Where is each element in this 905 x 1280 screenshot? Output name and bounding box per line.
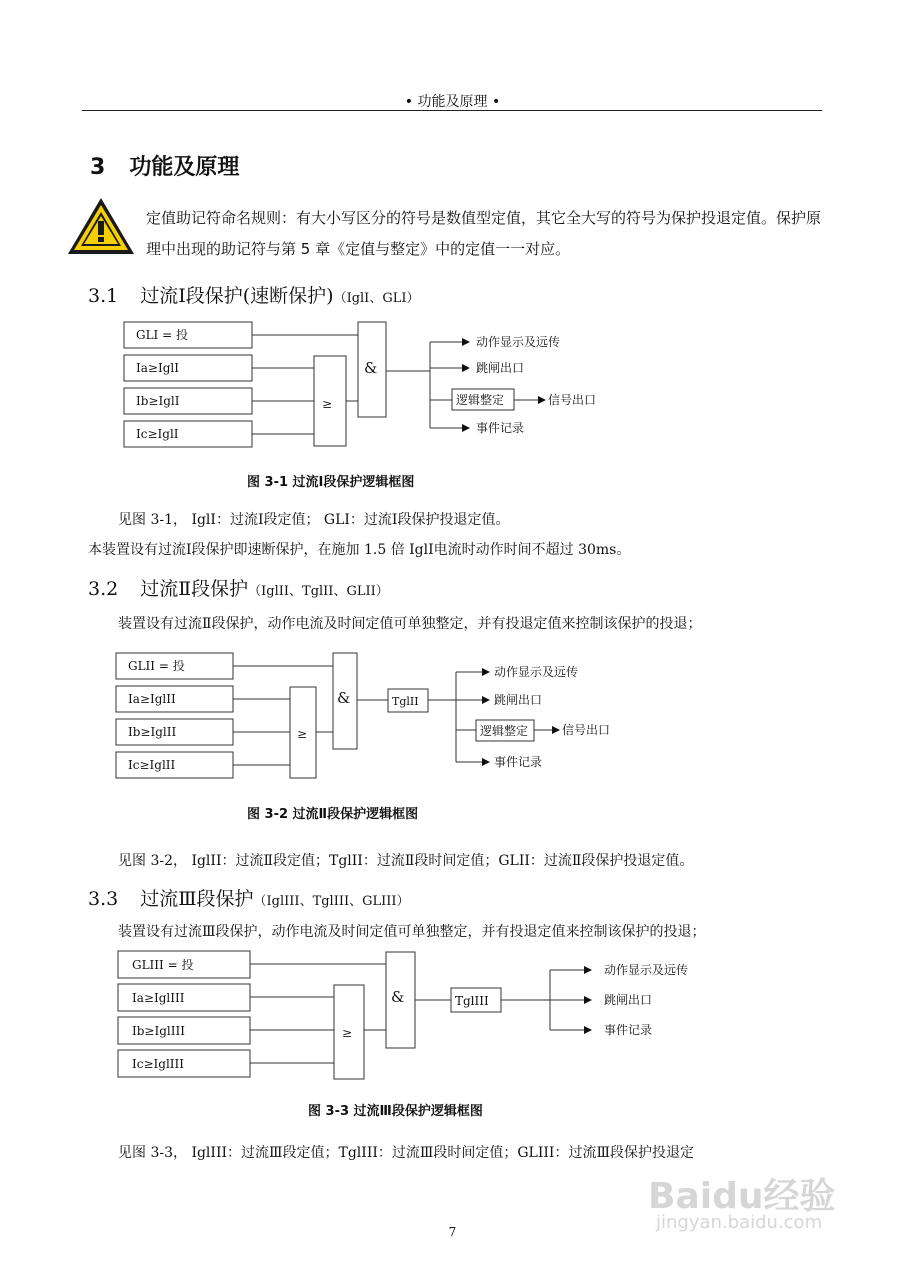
output-label-trip: 跳闸出口 (604, 993, 653, 1007)
section-intro: 装置设有过流Ⅲ段保护，动作电流及时间定值可单独整定，并有投退定值来控制该保护的投退； (118, 924, 706, 940)
input-label-ic: Ic≥IglI (136, 427, 179, 441)
output-label-event: 事件记录 (494, 755, 543, 769)
output-label-signal: 信号出口 (562, 723, 611, 737)
running-header: • 功能及原理 • (404, 94, 501, 110)
output-label-trip: 跳闸出口 (494, 693, 543, 707)
section-title: 过流Ⅱ段保护 (140, 578, 249, 600)
ge-symbol: ≥ (342, 1026, 353, 1040)
paragraph: 见图 3-2， IglII：过流Ⅱ段定值；TglII：过流Ⅱ段时间定值；GLII：过流Ⅱ段保护投退定值。 (118, 853, 694, 869)
input-label-ia: Ia≥IglI (136, 361, 179, 375)
input-label-ic: Ic≥IglII (128, 758, 176, 772)
paragraph: 见图 3-1， IglI：过流Ⅰ段定值； GLI：过流Ⅰ段保护投退定值。 (118, 512, 510, 528)
section-heading-3-3 (88, 884, 410, 911)
output-label-display: 动作显示及远传 (494, 665, 579, 679)
paragraph: 本装置设有过流Ⅰ段保护即速断保护，在施加 1.5 倍 IglⅠ电流时动作时间不超过 30ms。 (88, 542, 631, 558)
input-label-ib: Ib≥IglI (136, 394, 180, 408)
input-label-ib: Ib≥IglII (128, 725, 177, 739)
section-number: 3.1 (88, 285, 119, 307)
ge-symbol: ≥ (322, 397, 333, 411)
output-label-event: 事件记录 (604, 1023, 653, 1037)
output-label-display: 动作显示及远传 (476, 335, 561, 349)
section-codes: （IglIII、TglIII、GLIII） (253, 894, 410, 909)
ge-symbol: ≥ (297, 727, 308, 741)
input-label-ic: Ic≥IglIII (132, 1057, 184, 1071)
input-label-enable: GLI = 投 (136, 328, 188, 342)
input-label-ia: Ia≥IglII (128, 692, 176, 706)
page-number: 7 (448, 1225, 457, 1239)
chapter-title: 功能及原理 (129, 155, 240, 180)
section-number: 3.3 (88, 888, 119, 910)
watermark-logo: Baidu经验 (648, 1176, 836, 1217)
figure-caption-3-2: 图 3-2 过流Ⅱ段保护逻辑框图 (247, 807, 419, 822)
input-label-ib: Ib≥IglIII (132, 1024, 185, 1038)
warning-icon (66, 196, 136, 256)
section-heading-3-1 (88, 281, 419, 308)
section-codes: （IglI、GLI） (333, 291, 420, 306)
chapter-heading (90, 150, 239, 181)
and-symbol: & (391, 988, 405, 1006)
figure-caption-3-1: 图 3-1 过流Ⅰ段保护逻辑框图 (247, 475, 415, 490)
section-intro: 装置设有过流Ⅱ段保护，动作电流及时间定值可单独整定，并有投退定值来控制该保护的投退； (118, 616, 702, 632)
and-symbol: & (364, 359, 378, 377)
logic-diagram-3-1 (0, 316, 905, 446)
chapter-number: 3 (90, 155, 106, 180)
watermark-url: jingyan.baidu.com (656, 1212, 823, 1233)
timer-label: TglIII (455, 994, 489, 1008)
section-number: 3.2 (88, 578, 119, 600)
logic-setting-label: 逻辑整定 (480, 724, 529, 738)
output-label-trip: 跳闸出口 (476, 361, 525, 375)
paragraph: 见图 3-3， IglIII：过流Ⅲ段定值；TglIII：过流Ⅲ段时间定值；GLIII：过流Ⅲ段保护投退定 (118, 1145, 694, 1161)
section-heading-3-2 (88, 574, 389, 601)
input-label-enable: GLII = 投 (128, 659, 185, 673)
header-rule (82, 110, 822, 111)
figure-caption-3-3: 图 3-3 过流Ⅲ段保护逻辑框图 (308, 1104, 483, 1119)
section-title: 过流Ⅲ段保护 (140, 888, 254, 910)
output-label-event: 事件记录 (476, 421, 525, 435)
input-label-enable: GLIII = 投 (132, 958, 194, 972)
section-codes: （IglII、TglII、GLII） (248, 584, 389, 599)
input-label-ia: Ia≥IglIII (132, 991, 185, 1005)
section-title: 过流Ⅰ段保护(速断保护) (140, 285, 334, 307)
logic-diagram-3-3 (0, 948, 905, 1083)
timer-label: TglII (392, 695, 419, 708)
logic-setting-label: 逻辑整定 (456, 393, 505, 407)
logic-diagram-3-2 (0, 648, 905, 783)
output-label-display: 动作显示及远传 (604, 963, 689, 977)
naming-rule-note: 定值助记符命名规则：有大小写区分的符号是数值型定值，其它全大写的符号为保护投退定值。保护原理中出现的助记符与第 5 章《定值与整定》中的定值一一对应。 (146, 209, 822, 258)
output-label-signal: 信号出口 (548, 393, 597, 407)
and-symbol: & (337, 689, 351, 707)
